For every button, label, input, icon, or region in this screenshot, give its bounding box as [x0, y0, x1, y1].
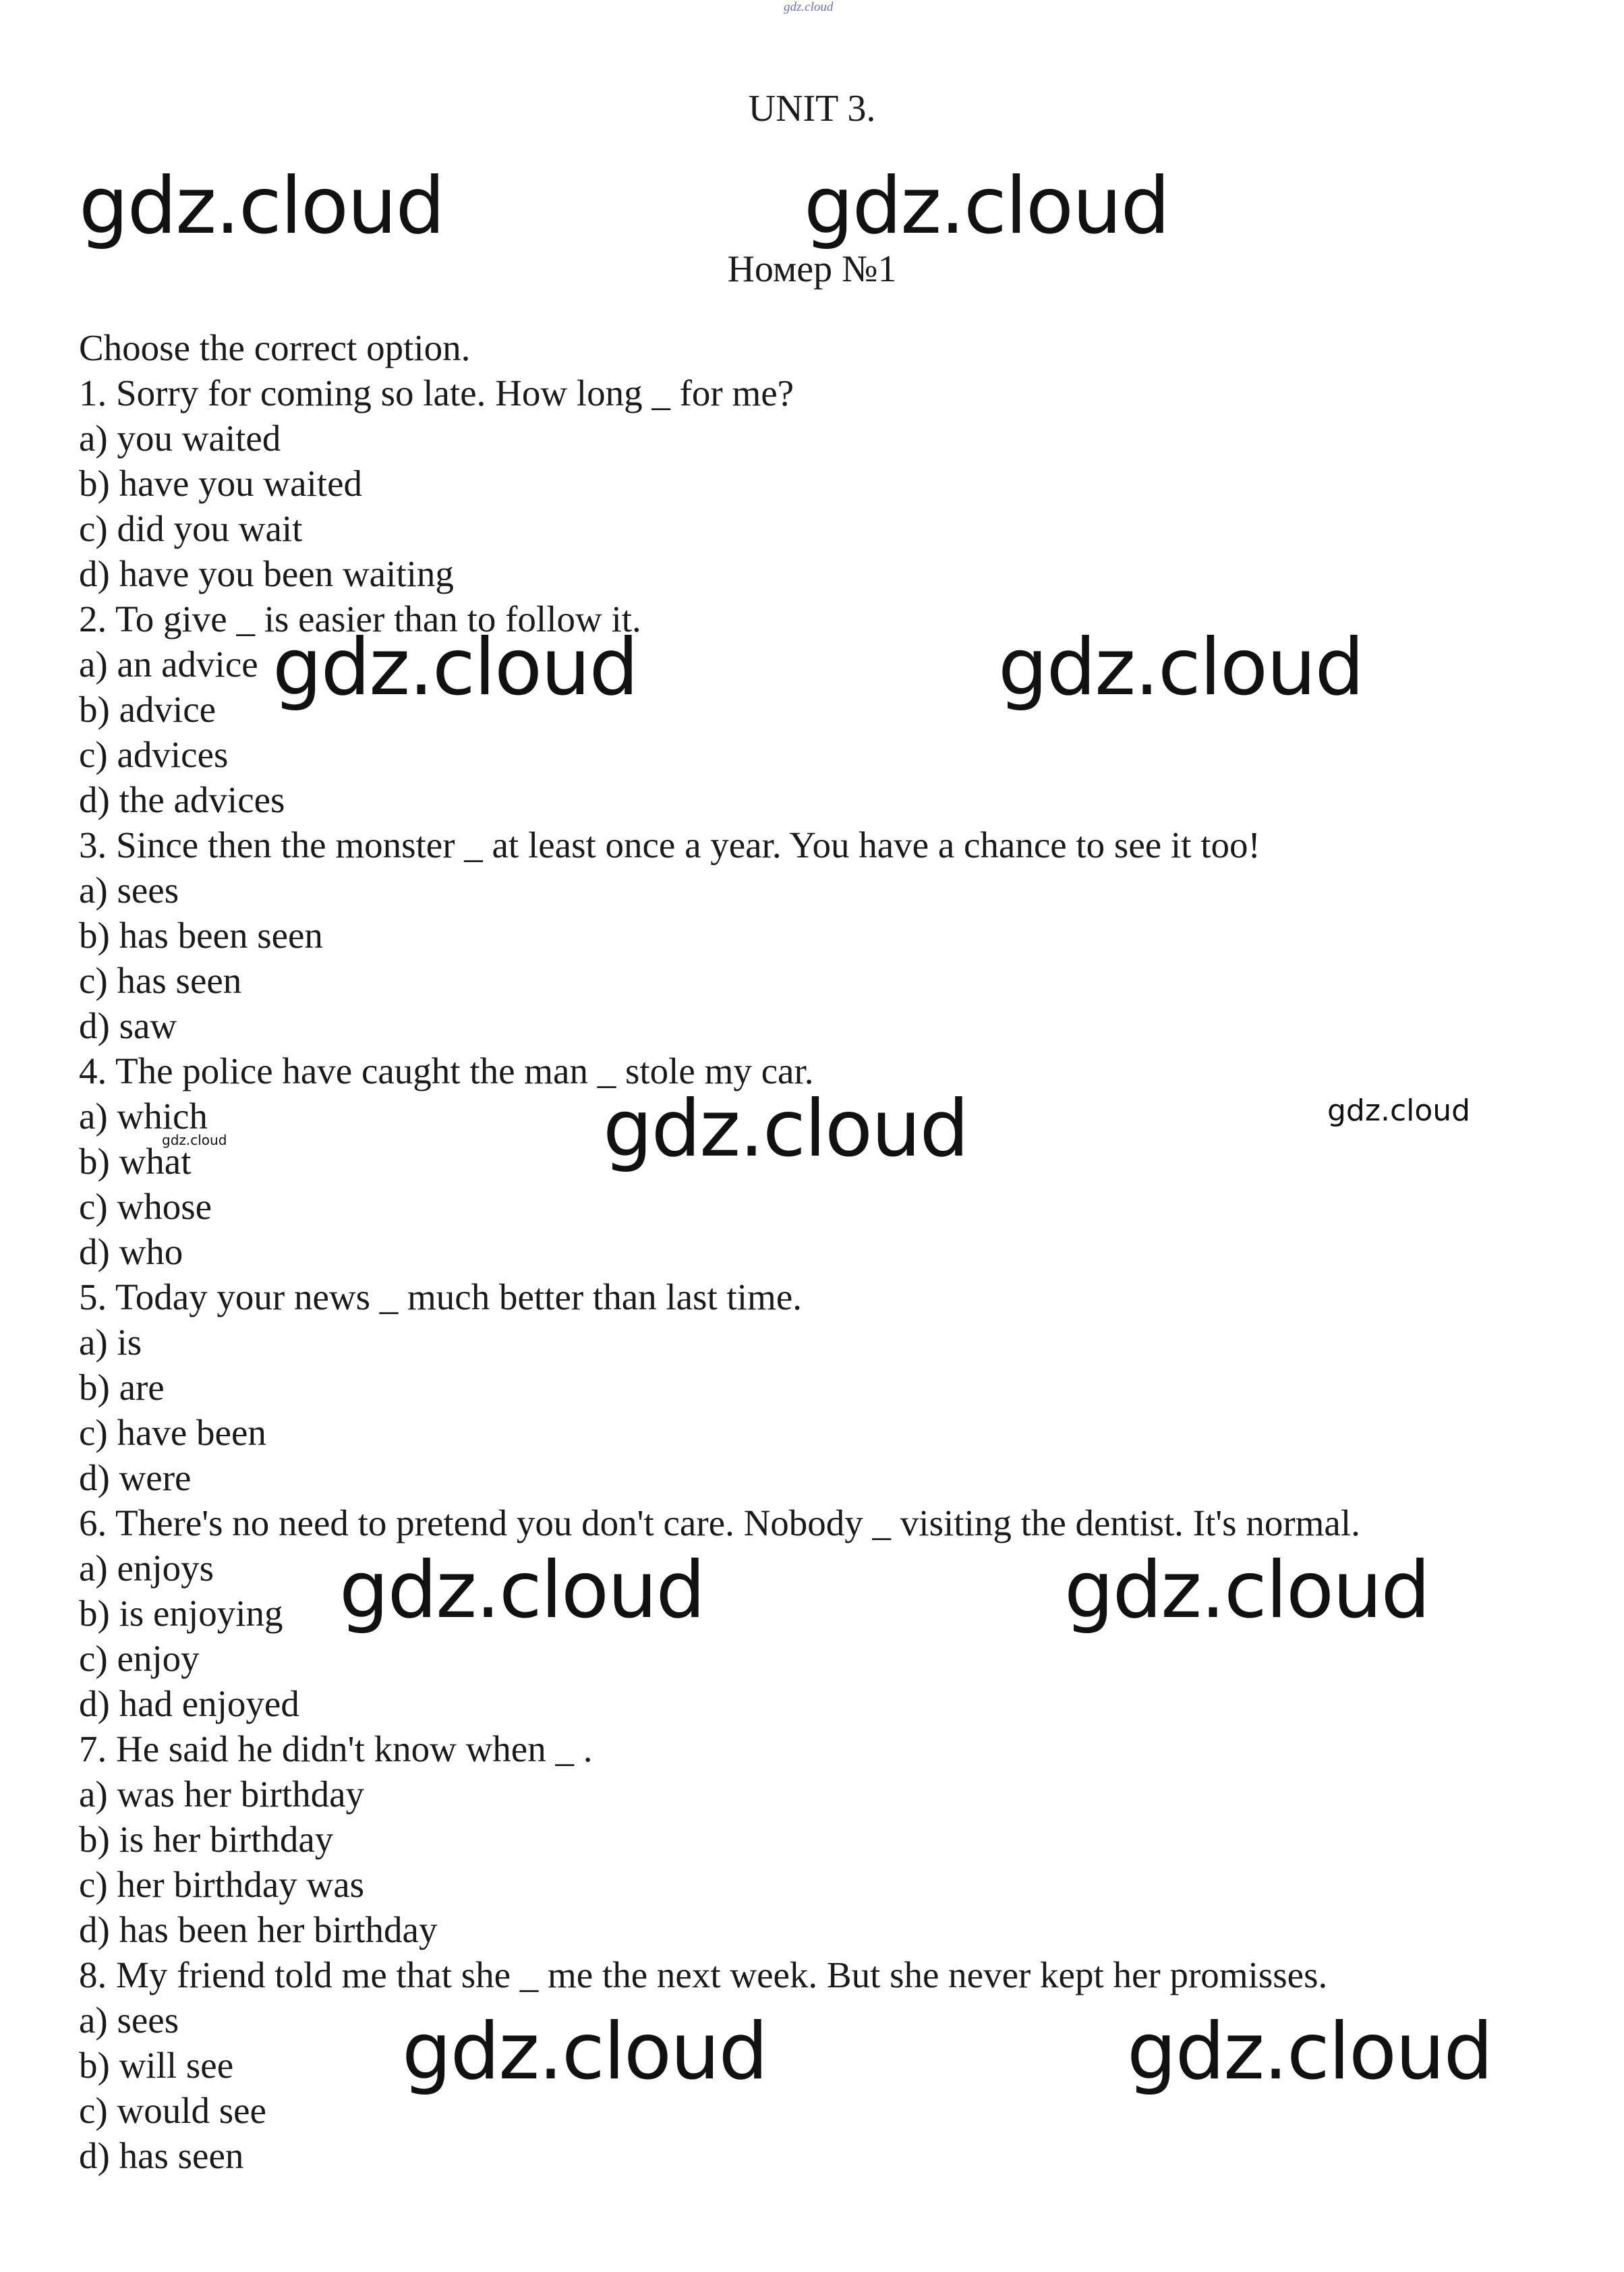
option-c: c) enjoy	[79, 1638, 200, 1679]
option-d: d) the advices	[79, 779, 285, 820]
option-c: c) would see	[79, 2090, 266, 2131]
question-text: 6. There's no need to pretend you don't care. Nobody _ visiting the dentist. It's normal.	[79, 1502, 1360, 1543]
question-text: 3. Since then the monster _ at least once a year. You have a chance to see it too!	[79, 824, 1260, 865]
option-b: b) have you waited	[79, 463, 362, 504]
option-c: c) have been	[79, 1412, 266, 1453]
option-a: a) sees	[79, 1999, 179, 2041]
exercise-content	[79, 325, 1596, 2178]
option-a: a) which	[79, 1096, 208, 1137]
option-b: b) advice	[79, 689, 216, 730]
question-7	[79, 1726, 1596, 1952]
option-b: b) is enjoying	[79, 1593, 283, 1634]
question-text: 5. Today your news _ much better than last time.	[79, 1276, 802, 1317]
watermark: gdz.cloud	[1127, 2006, 1492, 2097]
watermark: gdz.cloud	[804, 161, 1169, 252]
option-d: d) who	[79, 1231, 183, 1272]
question-text: 2. To give _ is easier than to follow it.	[79, 598, 641, 640]
option-b: b) are	[79, 1367, 165, 1408]
watermark: gdz.cloud	[1327, 1094, 1471, 1128]
option-d: d) has been her birthday	[79, 1909, 438, 1950]
instruction: Choose the correct option.	[79, 327, 471, 368]
option-b: b) what	[79, 1141, 192, 1182]
option-c: c) advices	[79, 734, 229, 775]
option-a: a) an advice	[79, 644, 258, 685]
question-text: 4. The police have caught the man _ stole my car.	[79, 1050, 814, 1091]
task-number: Номер №1	[727, 248, 897, 290]
option-d: d) were	[79, 1457, 192, 1498]
watermark: gdz.cloud	[402, 2006, 767, 2097]
option-c: c) has seen	[79, 960, 242, 1001]
option-a: a) sees	[79, 870, 179, 911]
question-3	[79, 822, 1596, 1048]
option-b: b) has been seen	[79, 915, 323, 956]
question-5	[79, 1274, 1596, 1500]
option-c: c) whose	[79, 1186, 212, 1227]
option-a: a) enjoys	[79, 1547, 214, 1589]
option-c: c) her birthday was	[79, 1864, 365, 1905]
question-text: 1. Sorry for coming so late. How long _ for me?	[79, 372, 794, 414]
unit-title: UNIT 3.	[748, 88, 876, 130]
option-a: a) was her birthday	[79, 1773, 365, 1815]
watermark: gdz.cloud	[339, 1545, 705, 1636]
watermark: gdz.cloud	[162, 1132, 227, 1148]
question-text: 8. My friend told me that she _ me the next week. But she never kept her promisses.	[79, 1954, 1328, 1995]
watermark: gdz.cloud	[79, 161, 444, 252]
option-b: b) will see	[79, 2045, 234, 2086]
watermark: gdz.cloud	[998, 622, 1364, 713]
option-d: d) have you been waiting	[79, 553, 454, 594]
option-b: b) is her birthday	[79, 1819, 334, 1860]
option-a: a) is	[79, 1322, 142, 1363]
question-1	[79, 370, 1596, 596]
watermark: gdz.cloud	[603, 1083, 968, 1174]
watermark: gdz.cloud	[272, 622, 638, 713]
option-d: d) saw	[79, 1005, 177, 1046]
top-watermark-mark: gdz.cloud	[784, 0, 834, 14]
option-d: d) has seen	[79, 2135, 244, 2176]
option-c: c) did you wait	[79, 508, 303, 549]
question-text: 7. He said he didn't know when _ .	[79, 1728, 593, 1769]
watermark: gdz.cloud	[1064, 1545, 1430, 1636]
option-a: a) you waited	[79, 418, 281, 459]
option-d: d) had enjoyed	[79, 1683, 299, 1724]
